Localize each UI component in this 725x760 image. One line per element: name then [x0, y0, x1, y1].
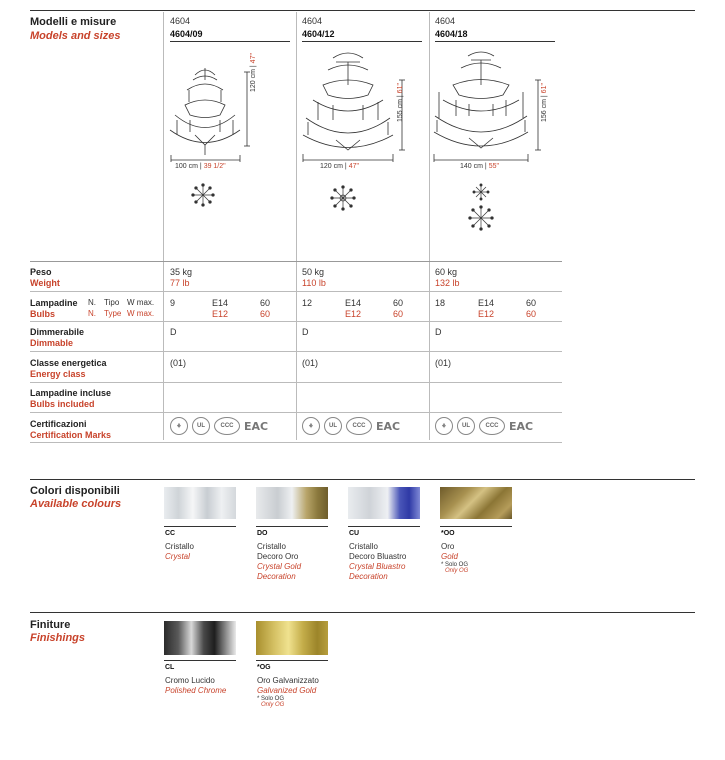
- colour-code: CC: [165, 530, 176, 537]
- weight-lb: 77 lb: [170, 278, 190, 288]
- colour-item-oo: [441, 530, 468, 574]
- row-label-cert: Certificazioni: [30, 419, 87, 429]
- colour-note: * Solo OG: [441, 562, 469, 568]
- swatch-rule: [164, 660, 236, 661]
- eac-mark-icon: EAC: [509, 419, 534, 433]
- bulbs-n-header-en: N.: [88, 309, 96, 318]
- bulbs-watt: 60: [393, 298, 404, 308]
- weight-kg: 50 kg: [302, 267, 325, 277]
- finish-name: Cromo Lucido: [165, 676, 215, 685]
- width-dimension: 100 cm | 39 1/2": [175, 163, 226, 170]
- row-label-weight: Peso: [30, 267, 52, 277]
- col-divider-3: [429, 12, 430, 440]
- energy-class-value: (01): [435, 358, 452, 368]
- finish-code: CL: [165, 664, 175, 671]
- row-label-energy: Classe energetica: [30, 358, 107, 368]
- weight-lb: 132 lb: [435, 278, 460, 288]
- table-rule: [30, 261, 562, 262]
- bulbs-type: E14: [345, 298, 362, 308]
- models-subtitle: Models and sizes: [30, 30, 121, 42]
- row-label-dimmable-en: Dimmable: [30, 338, 74, 348]
- bulbs-type-us: E12: [345, 309, 362, 319]
- ul-mark-icon: UL: [324, 417, 342, 435]
- swatch-rule: [440, 526, 512, 527]
- energy-class-value: (01): [302, 358, 319, 368]
- chandelier-drawing-12: [298, 50, 428, 230]
- bulbs-watt-us: 60: [393, 309, 404, 319]
- table-rule: [30, 442, 562, 443]
- finishings-subtitle: Finishings: [30, 632, 85, 644]
- cert-marks: [435, 417, 533, 435]
- width-dimension: 140 cm | 55": [460, 163, 499, 170]
- ccc-mark-icon: CCC: [214, 417, 240, 435]
- model-code: 4604/18: [435, 29, 468, 39]
- swatch-rule: [348, 526, 420, 527]
- colour-name-en: Crystal: [165, 552, 190, 561]
- colour-name-en: Gold: [441, 552, 458, 561]
- ul-mark-icon: UL: [457, 417, 475, 435]
- colours-rule: [30, 479, 695, 480]
- row-label-dimmable: Dimmerabile: [30, 327, 85, 337]
- cert-leaf-icon: ⚘: [302, 417, 320, 435]
- bulbs-w-header-en: W max.: [127, 309, 155, 318]
- bulbs-count: 18: [435, 298, 446, 308]
- cert-leaf-icon: ⚘: [435, 417, 453, 435]
- bulbs-type-us: E12: [478, 309, 495, 319]
- colour-name-line2: Decoro Bluastro: [349, 552, 407, 561]
- colour-code: CU: [349, 530, 360, 537]
- colour-name: Oro: [441, 542, 455, 551]
- height-dimension: 120 cm | 47": [250, 53, 257, 92]
- bulbs-type: E14: [478, 298, 495, 308]
- swatch-rule: [256, 660, 328, 661]
- colours-title: Colori disponibili: [30, 485, 120, 497]
- bulbs-type: E14: [212, 298, 229, 308]
- finish-note-en: Only OG: [261, 702, 285, 708]
- colour-name-en-line2: Decoration: [257, 572, 296, 581]
- table-rule: [30, 291, 562, 292]
- model-code: 4604/09: [170, 29, 203, 39]
- colour-name: Cristallo: [257, 542, 286, 551]
- colour-item-do: [257, 530, 301, 582]
- weight-lb: 110 lb: [302, 278, 326, 288]
- row-label-bulbs: Lampadine: [30, 298, 78, 308]
- dimmable-value: D: [170, 327, 177, 337]
- model-family: 4604: [435, 16, 456, 26]
- finish-name-en: Polished Chrome: [165, 686, 227, 695]
- table-rule: [30, 412, 562, 413]
- ul-mark-icon: UL: [192, 417, 210, 435]
- dimmable-value: D: [435, 327, 442, 337]
- ccc-mark-icon: CCC: [479, 417, 505, 435]
- model-code: 4604/12: [302, 29, 335, 39]
- colour-name-line2: Decoro Oro: [257, 552, 299, 561]
- table-rule: [30, 382, 562, 383]
- bulbs-count: 9: [170, 298, 176, 308]
- bulbs-watt: 60: [260, 298, 271, 308]
- cert-leaf-icon: ⚘: [170, 417, 188, 435]
- cert-marks: [302, 417, 400, 435]
- finish-item-cl: [165, 664, 226, 696]
- colour-note-en: Only OG: [445, 568, 469, 574]
- swatch-rule: [256, 526, 328, 527]
- finish-code: *OG: [257, 664, 271, 671]
- eac-mark-icon: EAC: [244, 419, 269, 433]
- swatch-crystal: [164, 487, 236, 519]
- finish-item-og: [257, 664, 319, 708]
- col-divider-1: [163, 12, 164, 440]
- swatch-rule: [164, 526, 236, 527]
- eac-mark-icon: EAC: [376, 419, 401, 433]
- cert-marks: [170, 417, 268, 435]
- dimmable-value: D: [302, 327, 309, 337]
- colour-code: DO: [257, 530, 268, 537]
- weight-kg: 60 kg: [435, 267, 458, 277]
- height-dimension: 156 cm | 61": [541, 83, 548, 122]
- width-dimension: 120 cm | 47": [320, 163, 359, 170]
- bulbs-watt: 60: [526, 298, 537, 308]
- swatch-galvanized-gold: [256, 621, 328, 655]
- colour-name: Cristallo: [349, 542, 378, 551]
- bulbs-watt-us: 60: [260, 309, 271, 319]
- bulbs-n-header: N.: [88, 298, 96, 307]
- top-rule: [30, 10, 695, 11]
- chandelier-drawing-18: [431, 50, 561, 240]
- finishings-rule: [30, 612, 695, 613]
- model-underline: [170, 41, 290, 42]
- colours-subtitle: Available colours: [30, 498, 122, 510]
- bulbs-count: 12: [302, 298, 313, 308]
- bulbs-type-header: Tipo: [104, 298, 120, 307]
- swatch-chrome: [164, 621, 236, 655]
- row-label-energy-en: Energy class: [30, 369, 86, 379]
- finish-note: * Solo OG: [257, 696, 285, 702]
- colour-code: *OO: [441, 530, 455, 537]
- model-underline: [302, 41, 422, 42]
- colour-name-en: Crystal Bluastro: [349, 562, 406, 571]
- row-label-bulbs-included: Lampadine incluse: [30, 388, 112, 398]
- finish-name-en: Galvanized Gold: [257, 686, 317, 695]
- chandelier-drawing-09: [165, 60, 295, 230]
- row-label-bulbs-en: Bulbs: [30, 309, 56, 319]
- finishings-title: Finiture: [30, 619, 71, 631]
- table-rule: [30, 321, 562, 322]
- model-underline: [435, 41, 555, 42]
- weight-kg: 35 kg: [170, 267, 193, 277]
- bulbs-type-header-en: Type: [104, 309, 122, 318]
- row-label-weight-en: Weight: [30, 278, 60, 288]
- swatch-crystal-blue: [348, 487, 420, 519]
- row-label-cert-en: Certification Marks: [30, 430, 112, 440]
- colour-item-cc: [165, 530, 194, 562]
- bulbs-watt-us: 60: [526, 309, 537, 319]
- swatch-gold: [440, 487, 512, 519]
- ccc-mark-icon: CCC: [346, 417, 372, 435]
- table-rule: [30, 351, 562, 352]
- model-family: 4604: [170, 16, 191, 26]
- colour-name: Cristallo: [165, 542, 194, 551]
- height-dimension: 155 cm | 61": [397, 83, 404, 122]
- finish-name: Oro Galvanizzato: [257, 676, 319, 685]
- bulbs-w-header: W max.: [127, 298, 155, 307]
- bulbs-type-us: E12: [212, 309, 229, 319]
- model-family: 4604: [302, 16, 323, 26]
- col-divider-2: [296, 12, 297, 440]
- models-title: Modelli e misure: [30, 16, 117, 28]
- row-label-bulbs-included-en: Bulbs included: [30, 399, 95, 409]
- colour-item-cu: [349, 530, 406, 582]
- colour-name-en: Crystal Gold: [257, 562, 302, 571]
- energy-class-value: (01): [170, 358, 187, 368]
- swatch-crystal-gold: [256, 487, 328, 519]
- colour-name-en-line2: Decoration: [349, 572, 388, 581]
